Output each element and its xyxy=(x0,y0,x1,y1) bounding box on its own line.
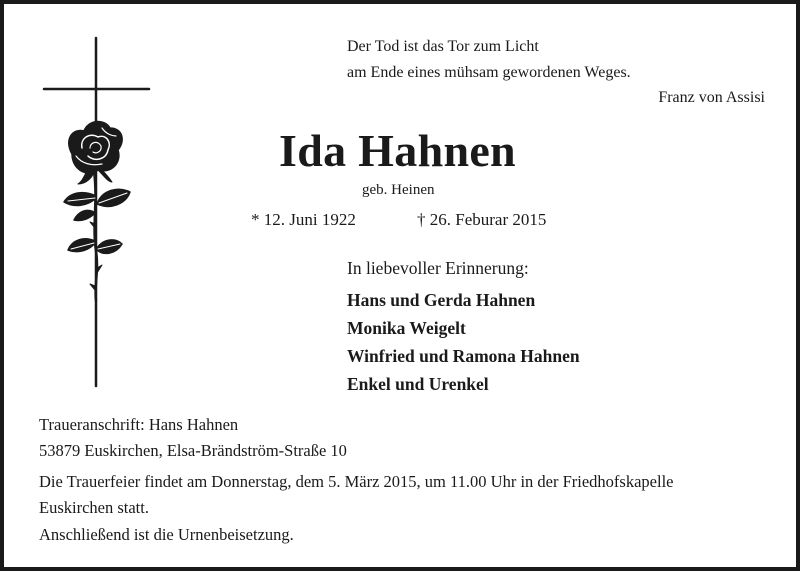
mourning-address-line-1: Traueranschrift: Hans Hahnen xyxy=(39,415,239,434)
born-name: geb. Heinen xyxy=(362,182,435,198)
mourner-item: Monika Weigelt xyxy=(347,318,466,338)
mourner-item: Hans und Gerda Hahnen xyxy=(347,290,536,310)
birth-date: * 12. Juni 1922 xyxy=(251,210,356,229)
mourner-item: Winfried und Ramona Hahnen xyxy=(347,346,580,366)
deceased-name: Ida Hahnen xyxy=(279,125,516,176)
ceremony-line-2: Euskirchen statt. xyxy=(39,498,149,517)
mourners-list xyxy=(347,290,580,402)
life-dates xyxy=(251,210,547,229)
memory-heading: In liebevoller Erinnerung: xyxy=(347,258,529,278)
quote-line-2: am Ende eines mühsam gewordenen Weges. xyxy=(347,64,631,81)
ceremony-line-1: Die Trauerfeier findet am Donnerstag, dem 5. März 2015, um 11.00 Uhr in der Friedhofskapelle xyxy=(39,472,674,491)
quote-line-1: Der Tod ist das Tor zum Licht xyxy=(347,38,539,55)
mourning-address-line-2: 53879 Euskirchen, Elsa-Brändström-Straße 10 xyxy=(39,441,347,460)
quote-author: Franz von Assisi xyxy=(658,89,765,106)
ceremony-line-3: Anschließend ist die Urnenbeisetzung. xyxy=(39,525,294,544)
death-date: † 26. Feburar 2015 xyxy=(417,210,547,229)
cross-icon xyxy=(42,36,152,391)
mourner-item: Enkel und Urenkel xyxy=(347,374,489,394)
